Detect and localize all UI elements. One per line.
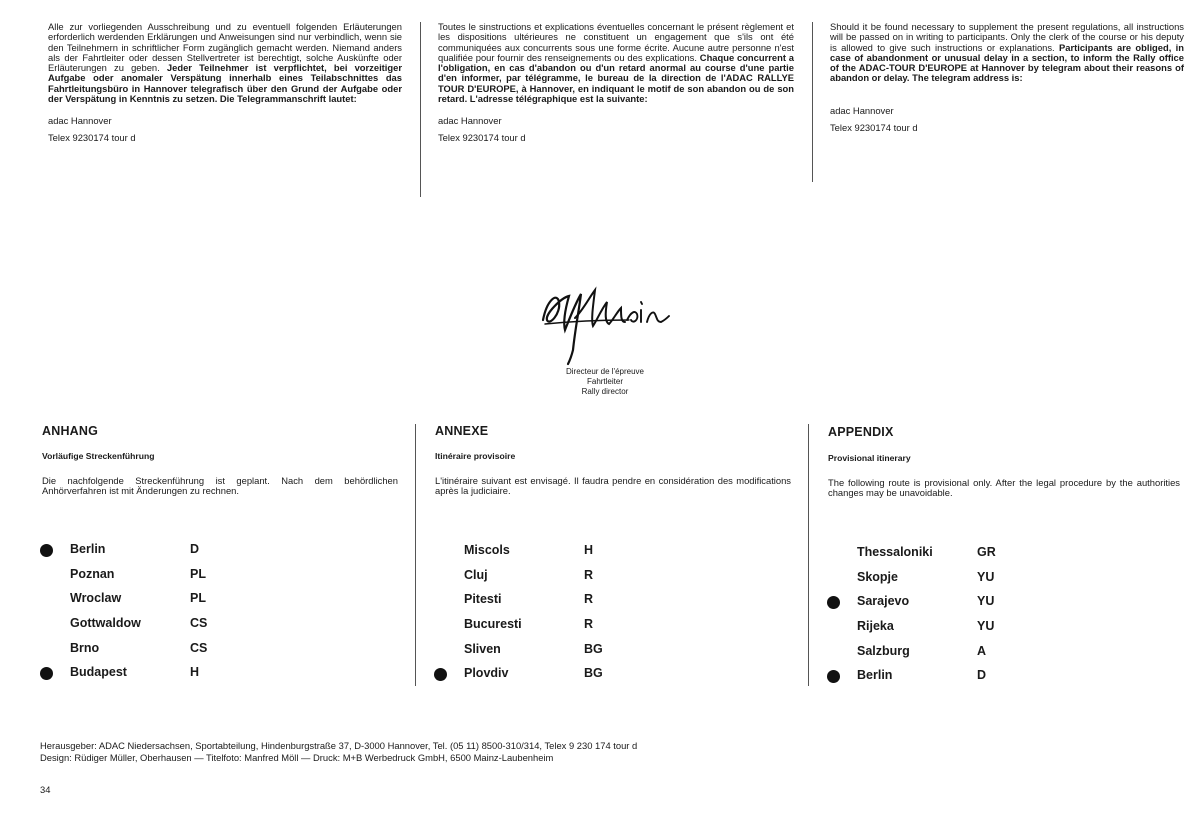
caption-director-fr: Directeur de l'épreuve: [565, 367, 644, 376]
column-divider: [420, 22, 421, 197]
imprint-footer: [40, 740, 637, 763]
telegram-address-fr: [438, 112, 794, 146]
appendix-intro-fr: L'itinéraire suivant est envisagé. Il faudra pendre en considération des modifications après la judiciaire.: [435, 475, 791, 497]
route-row: [40, 665, 310, 690]
telegram-address-line: adac Hannover: [48, 115, 112, 127]
route-city: Pitesti: [464, 592, 502, 607]
route-row: [434, 642, 704, 667]
rules-fr-paragraph-1: Toutes le sinstructions et explications éventuelles concernant le présent règlement et les dispositions ultérieures ne constituent un engagement que s'ils ont été communiquées aux concurrents sous une forme écrite. Aucune autre personne n'est qualifiée pour fournir des renseignements ou des explications.: [438, 21, 794, 63]
appendix-heading-de: ANHANG: [42, 424, 99, 438]
appendix-subheading-fr: Itinéraire provisoire: [435, 451, 516, 461]
checkpoint-dot-icon: [40, 667, 53, 680]
rules-text-english: [830, 22, 1184, 136]
route-country: R: [584, 617, 594, 632]
signature-caption: [525, 367, 685, 397]
rules-fr-paragraph-2: Chaque concurrent a l'obligation, en cas d'abandon ou d'un retard anormal au course d'une partie d'en informer, par télégramme, le bureau de la direction de l'ADAC RALLYE TOUR D'EUROPE, à Hannover, en indiquant le motif de son abandon ou de son retard. L'adresse télégraphique est la suivante:: [438, 51, 794, 105]
appendix-subheading-en: Provisional itinerary: [828, 453, 911, 463]
route-row: [434, 592, 704, 617]
route-city: Berlin: [70, 542, 106, 556]
telegram-address-en: [830, 102, 1184, 136]
appendix-intro-en: The following route is provisional only. After the legal procedure by the authorities changes may be unavoidable.: [828, 477, 1180, 499]
route-country: H: [190, 665, 200, 680]
route-country: PL: [190, 566, 206, 581]
route-row: [40, 542, 310, 567]
route-row: [827, 570, 1097, 595]
column-divider: [808, 424, 809, 686]
telegram-address-line: adac Hannover: [438, 115, 502, 127]
route-row: [434, 617, 704, 642]
route-city: Sarajevo: [857, 594, 910, 609]
telex-line: Telex 9230174 tour d: [48, 132, 136, 144]
route-country: BG: [584, 666, 603, 681]
route-row: [827, 644, 1097, 669]
route-row: [827, 594, 1097, 619]
telegram-address-de: [48, 112, 402, 146]
route-list-1: [40, 542, 310, 690]
route-list-3: [827, 545, 1097, 693]
route-list-2: [434, 543, 704, 691]
route-country: YU: [977, 619, 995, 634]
route-row: [434, 666, 704, 691]
telex-line: Telex 9230174 tour d: [438, 132, 526, 144]
route-city: Brno: [70, 640, 100, 655]
route-city: Sliven: [464, 641, 501, 656]
design-credits-line: Design: Rüdiger Müller, Oberhausen — Titelfoto: Manfred Möll — Druck: M+B Werbedruck GmbH, 6500 Mainz-Laubenheim: [40, 751, 554, 763]
checkpoint-dot-icon: [40, 544, 53, 557]
telegram-address-line: adac Hannover: [830, 104, 894, 116]
route-country: YU: [977, 594, 995, 609]
checkpoint-dot-icon: [827, 670, 840, 683]
route-city: Salzburg: [857, 643, 910, 658]
rules-en-paragraph-1: Should it be found necessary to supplement the present regulations, all instructions will be passed on in writing to participants. Only the clerk of the course or his deputy is allowed to give such instructions or explanations.: [830, 21, 1184, 53]
publisher-line: Herausgeber: ADAC Niedersachsen, Sportabteilung, Hindenburgstraße 37, D-3000 Hannover, Tel. (05 11) 8500-310/314, Telex 9 230 174 tour d: [40, 740, 638, 751]
rules-de-paragraph-1: Alle zur vorliegenden Ausschreibung und zu eventuell folgenden Erläuterungen erforderlich werdenden Erklärungen und Anweisungen sind nur verbindlich, wenn sie den Teilnehmern in schriftlicher Form zugänglich gemacht werden. Niemand anders als der Fahrtleiter oder dessen Stellvertreter ist berechtigt, solche Auskünfte oder Erläuterungen zu geben.: [48, 21, 402, 74]
checkpoint-dot-icon: [827, 596, 840, 609]
caption-director-de: Fahrtleiter: [586, 377, 623, 386]
route-city: Rijeka: [857, 619, 894, 634]
route-city: Thessaloniki: [857, 545, 933, 559]
handwritten-signature: [535, 280, 675, 370]
route-city: Skopje: [857, 569, 898, 584]
appendix-subheading-de: Vorläufige Streckenführung: [42, 451, 155, 461]
column-divider: [812, 22, 813, 182]
caption-director-en: Rally director: [581, 387, 629, 396]
route-country: GR: [977, 545, 996, 559]
column-divider: [415, 424, 416, 686]
route-city: Plovdiv: [464, 666, 509, 681]
appendix-intro-de: Die nachfolgende Streckenführung ist geplant. Nach dem behördlichen Anhörverfahren ist mit Änderungen zu rechnen.: [42, 475, 398, 497]
route-row: [434, 543, 704, 568]
route-row: [434, 568, 704, 593]
route-country: R: [584, 567, 594, 582]
route-country: CS: [190, 616, 208, 631]
route-city: Gottwaldow: [70, 616, 141, 631]
route-row: [40, 616, 310, 641]
route-country: H: [584, 543, 594, 557]
route-row: [40, 567, 310, 592]
route-country: CS: [190, 640, 208, 655]
page-number: 34: [40, 784, 51, 795]
route-row: [40, 641, 310, 666]
route-city: Wroclaw: [70, 591, 122, 606]
route-country: D: [190, 542, 200, 556]
appendix-heading-en: APPENDIX: [828, 425, 894, 439]
route-country: R: [584, 592, 594, 607]
checkpoint-dot-icon: [434, 668, 447, 681]
rules-text-french: [438, 22, 794, 146]
route-row: [827, 668, 1097, 693]
route-country: A: [977, 643, 987, 658]
route-country: D: [977, 668, 987, 683]
rules-en-paragraph-2: Participants are obliged, in case of abandonment or unusual delay in a section, to inform the Rally office of the ADAC-TOUR D'EUROPE at Hannover by telegram about their reasons of abandon or delay. The telegram address is:: [830, 41, 1184, 84]
route-country: YU: [977, 569, 995, 584]
route-city: Miscols: [464, 543, 510, 557]
route-city: Berlin: [857, 668, 893, 683]
appendix-heading-fr: ANNEXE: [435, 424, 489, 438]
route-city: Budapest: [70, 665, 127, 680]
route-country: PL: [190, 591, 206, 606]
telex-line: Telex 9230174 tour d: [830, 121, 918, 133]
route-city: Poznan: [70, 566, 115, 581]
route-row: [827, 545, 1097, 570]
route-row: [827, 619, 1097, 644]
route-city: Bucuresti: [464, 617, 522, 632]
route-city: Cluj: [464, 567, 488, 582]
rules-de-paragraph-2: Jeder Teilnehmer ist verpflichtet, bei vorzeitiger Aufgabe oder anomaler Verspätung innerhalb eines Teilabschnittes das Fahrtleitungsbüro in Hannover telegrafisch über den Grund der Aufgabe oder der Verspätung in Kenntnis zu setzen. Die Telegrammanschrift lautet:: [48, 62, 402, 105]
route-row: [40, 591, 310, 616]
rules-text-german: [48, 22, 402, 146]
route-country: BG: [584, 641, 603, 656]
